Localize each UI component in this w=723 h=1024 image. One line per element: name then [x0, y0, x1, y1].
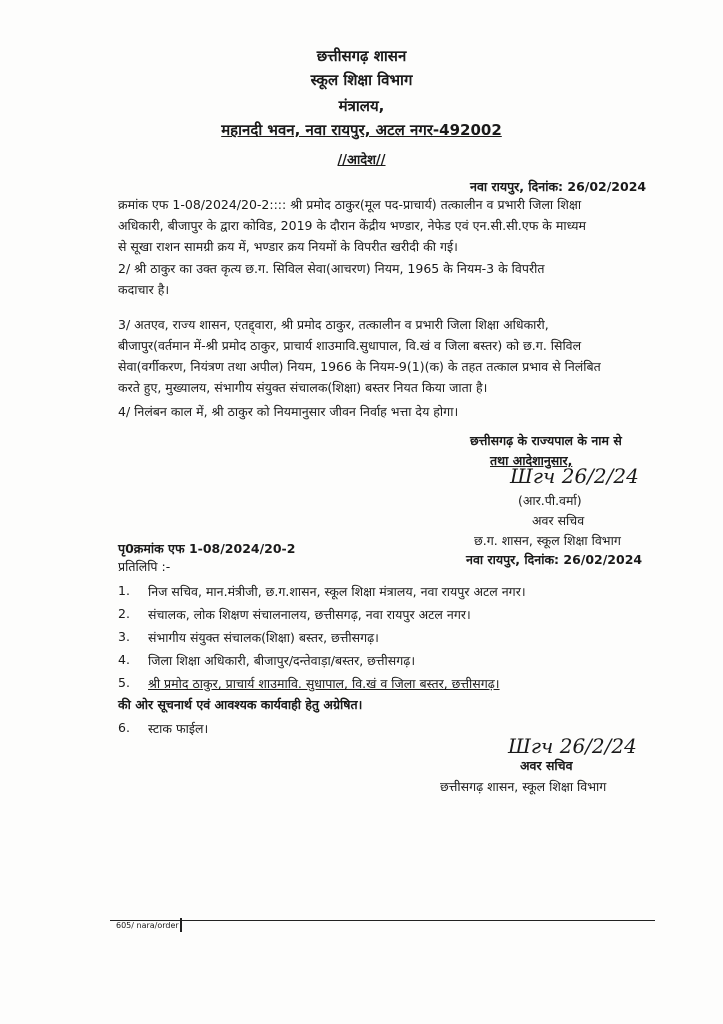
copy-item-number: 1. — [118, 583, 130, 598]
endorsement-place-date: नवा रायपुर, दिनांक: 26/02/2024 — [466, 552, 643, 567]
footer-divider — [110, 920, 655, 921]
copy-item-text: स्टाक फाईल। — [148, 721, 209, 736]
copy-item-number: 5. — [118, 675, 130, 690]
order-para3-line1: 3/ अतएव, राज्य शासन, एतद्द्वारा, श्री प्रमोद ठाकुर, तत्कालीन व प्रभारी जिला शिक्षा अधिकारी, — [118, 317, 549, 332]
forward-note: की ओर सूचनार्थ एवं आवश्यक कार्यवाही हेतु अग्रेषित। — [118, 697, 363, 712]
header-ministry: मंत्रालय, — [338, 97, 385, 115]
signature-scribble-1: Шгч 26/2/24 — [510, 464, 639, 488]
by-order-line: तथा आदेशानुसार, — [490, 453, 573, 468]
header-department: स्कूल शिक्षा विभाग — [310, 71, 413, 89]
order-para2-line1: 2/ श्री ठाकुर का उक्त कृत्य छ.ग. सिविल सेवा(आचरण) नियम, 1965 के नियम-3 के विपरीत — [118, 261, 545, 276]
order-para1-line1: क्रमांक एफ 1-08/2024/20-2:::: श्री प्रमोद ठाकुर(मूल पद-प्राचार्य) तत्कालीन व प्रभारी जिला शिक्षा — [118, 197, 582, 212]
copy-item-number: 3. — [118, 629, 130, 644]
order-para3-line2: बीजापुर(वर्तमान में-श्री प्रमोद ठाकुर, प्राचार्य शाउमावि.सुधापाल, वि.खं व जिला बस्तर) को छ.ग. सिविल — [118, 338, 582, 353]
signatory-designation: अवर सचिव — [532, 513, 585, 528]
order-para3-line3: सेवा(वर्गीकरण, नियंत्रण तथा अपील) नियम, 1966 के नियम-9(1)(क) के तहत तत्काल प्रभाव से निलंबित — [118, 359, 601, 374]
order-para3-line4: करते हुए, मुख्यालय, संभागीय संयुक्त संचालक(शिक्षा) बस्तर नियत किया जाता है। — [118, 380, 488, 395]
header-government: छत्तीसगढ़ शासन — [316, 47, 407, 65]
copy-item-text: जिला शिक्षा अधिकारी, बीजापुर/दन्तेवाड़ा/बस्तर, छत्तीसगढ़। — [148, 653, 416, 668]
copy-item-number: 6. — [118, 720, 130, 735]
signature-scribble-2: Шгч 26/2/24 — [508, 734, 637, 758]
copy-item-number: 4. — [118, 652, 130, 667]
order-place-date: नवा रायपुर, दिनांक: 26/02/2024 — [470, 179, 647, 194]
copy-item-text: निज सचिव, मान.मंत्रीजी, छ.ग.शासन, स्कूल शिक्षा मंत्रालय, नवा रायपुर अटल नगर। — [148, 584, 526, 599]
copy-item-text: संचालक, लोक शिक्षण संचालनालय, छत्तीसगढ़, नवा रायपुर अटल नगर। — [148, 607, 471, 622]
order-para4-line1: 4/ निलंबन काल में, श्री ठाकुर को नियमानुसार जीवन निर्वाह भत्ता देय होगा। — [118, 404, 459, 419]
signatory-department-2: छत्तीसगढ़ शासन, स्कूल शिक्षा विभाग — [440, 779, 607, 794]
order-para1-line2: अधिकारी, बीजापुर के द्वारा कोविड, 2019 के दौरान केंद्रीय भण्डार, नेफेड एवं एन.सी.सी.एफ के माध्यम — [118, 218, 587, 233]
endorsement-number: पृ0क्रमांक एफ 1-08/2024/20-2 — [118, 541, 296, 556]
header-address: महानदी भवन, नवा रायपुर, अटल नगर-492002 — [221, 121, 502, 139]
signatory-designation-2: अवर सचिव — [520, 758, 573, 773]
order-para1-line3: से सूखा राशन सामग्री क्रय में, भण्डार क्रय नियमों के विपरीत खरीदी की गई। — [118, 239, 458, 254]
order-title: //आदेश// — [337, 153, 386, 168]
copy-item-text: संभागीय संयुक्त संचालक(शिक्षा) बस्तर, छत्तीसगढ़। — [148, 630, 379, 645]
copy-to-label: प्रतिलिपि :- — [118, 559, 171, 574]
footer-code: 605/ nara/order — [116, 921, 179, 930]
signatory-name: (आर.पी.वर्मा) — [518, 493, 582, 508]
copy-item-text: श्री प्रमोद ठाकुर, प्राचार्य शाउमावि. सुधापाल, वि.खं व जिला बस्तर, छत्तीसगढ़। — [148, 676, 500, 691]
governor-authority-line: छत्तीसगढ़ के राज्यपाल के नाम से — [470, 433, 622, 448]
order-para2-line2: कदाचार है। — [118, 282, 170, 297]
footer-divider-tick — [180, 918, 182, 932]
copy-item-number: 2. — [118, 606, 130, 621]
signatory-department: छ.ग. शासन, स्कूल शिक्षा विभाग — [474, 533, 621, 548]
